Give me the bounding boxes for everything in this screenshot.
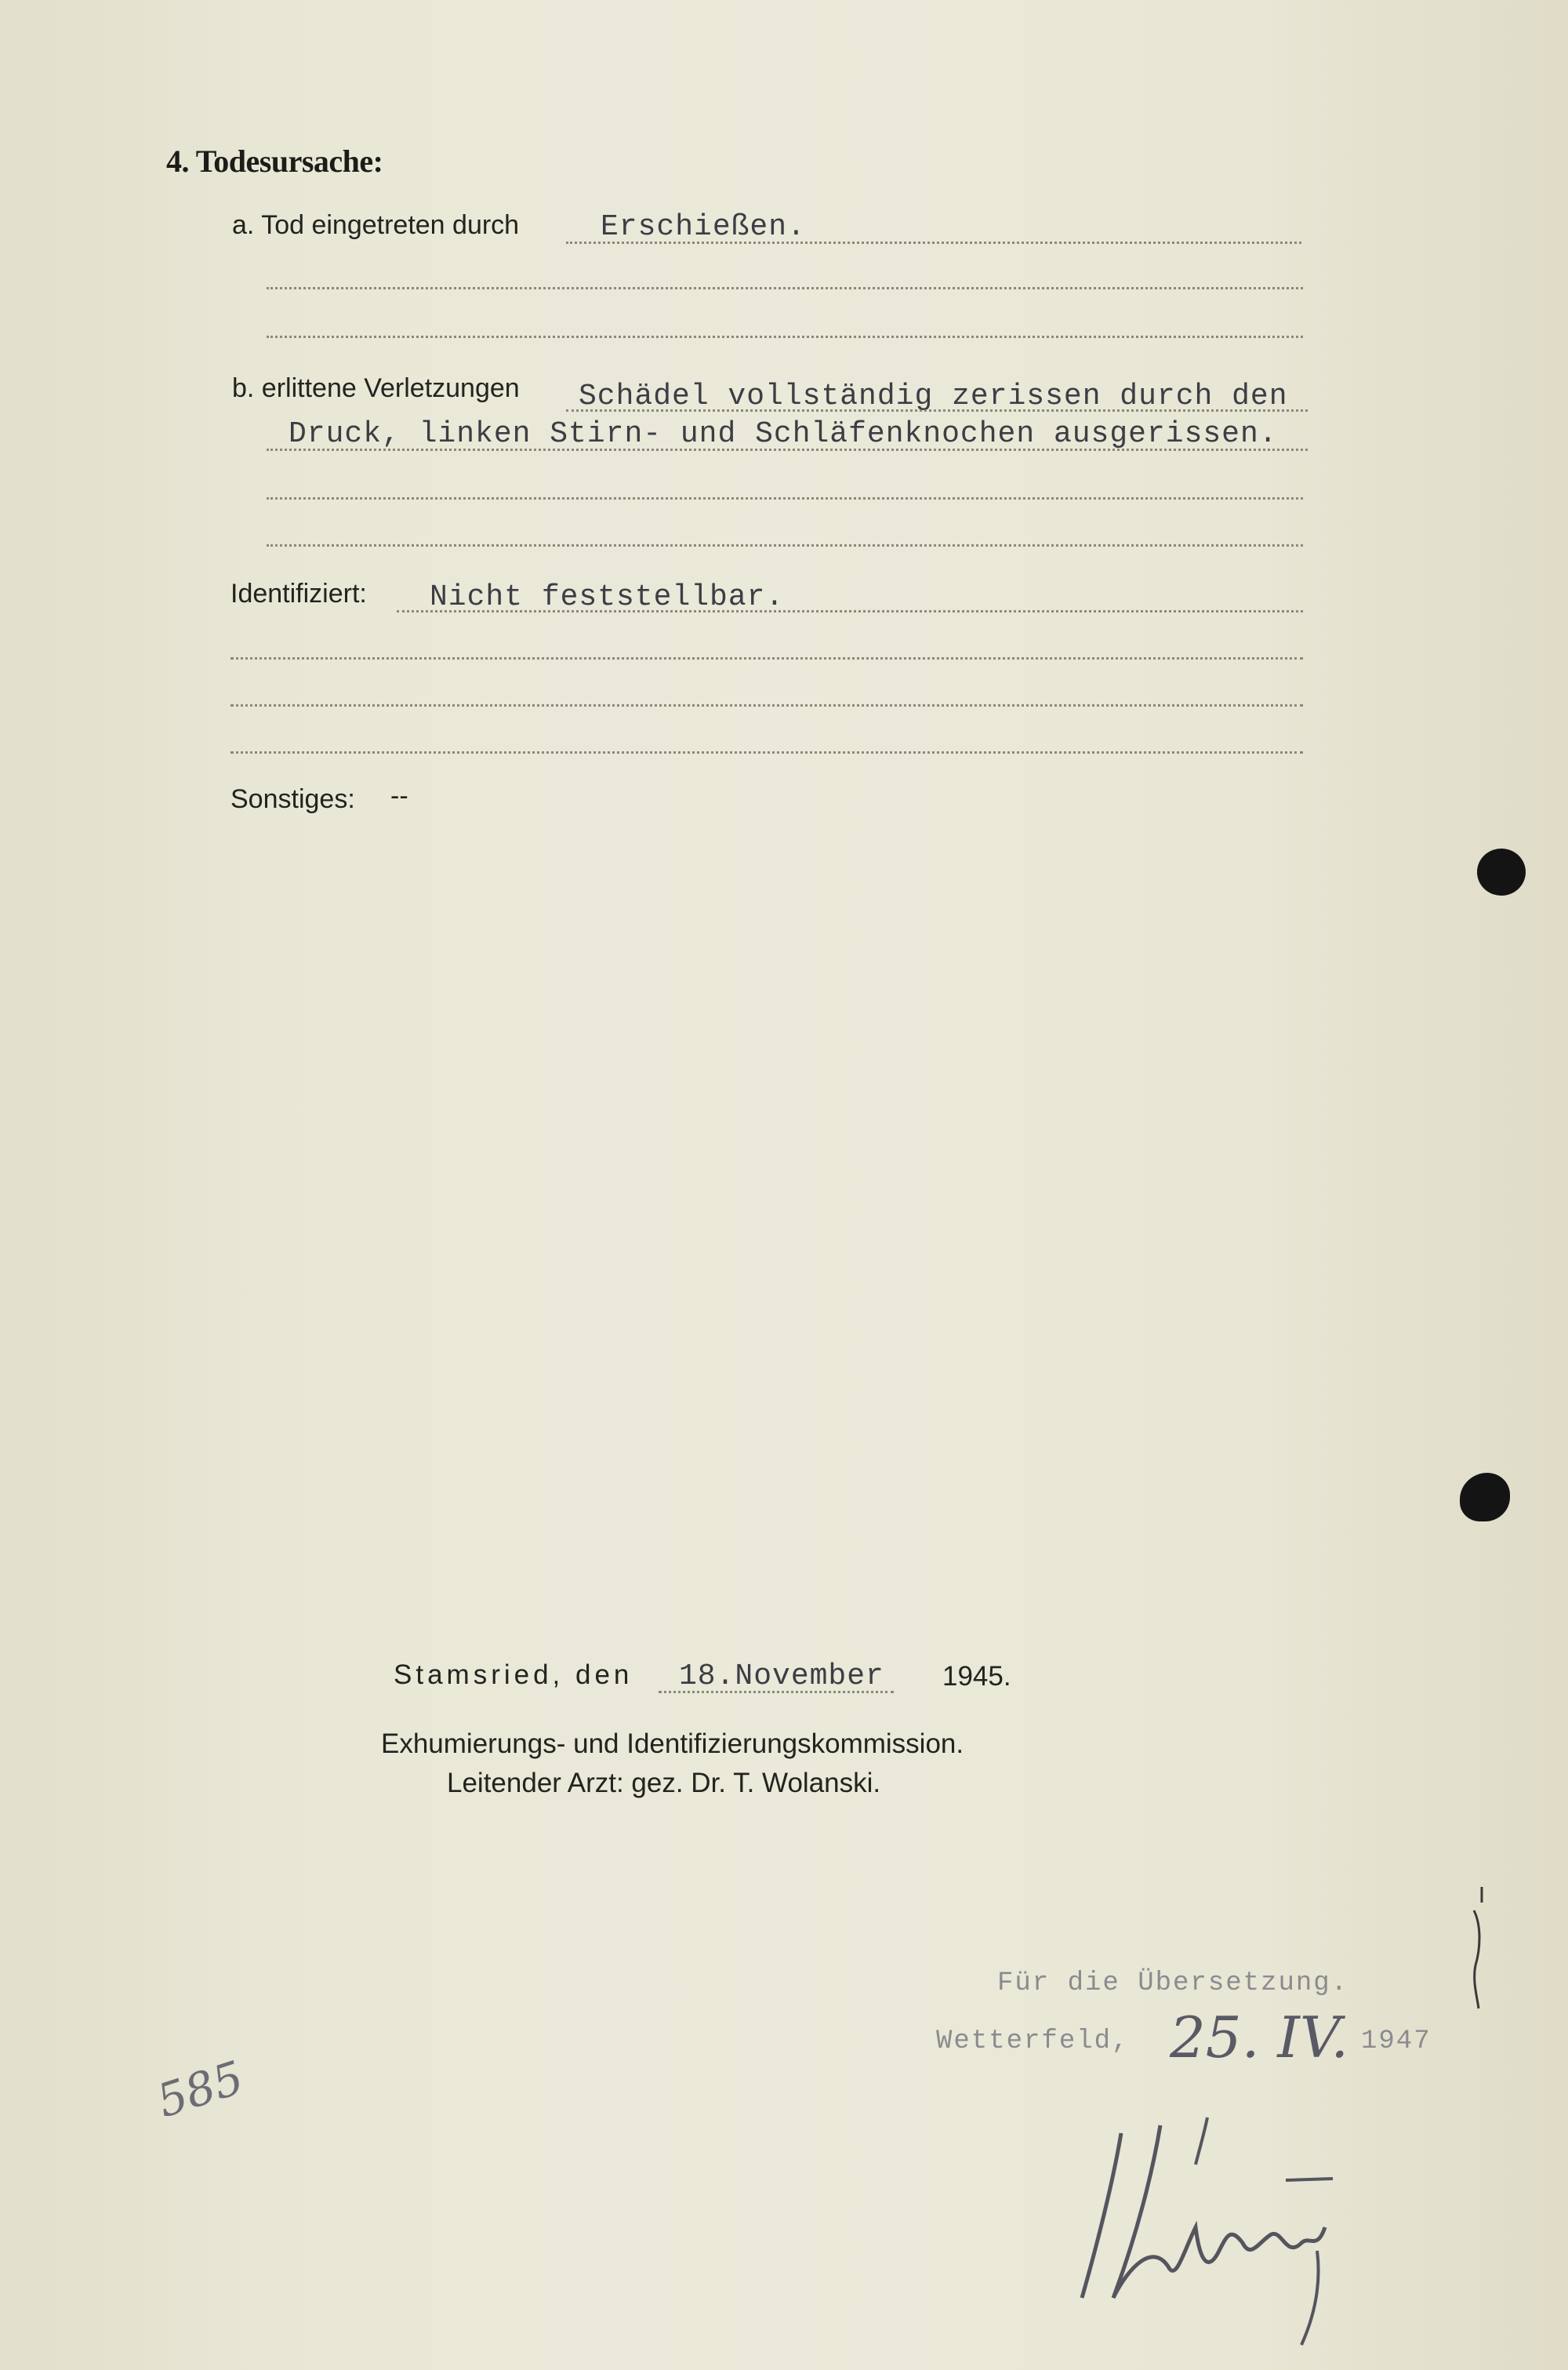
ink-blot (1460, 1473, 1510, 1521)
handwritten-signature (1051, 2110, 1364, 2361)
injuries-dotted-line (566, 409, 1308, 412)
cause-value: Erschießen. (601, 210, 806, 244)
blank-dotted-line (267, 544, 1303, 547)
injuries-dotted-line (267, 449, 1308, 451)
doctor-signature-line: Leitender Arzt: gez. Dr. T. Wolanski. (447, 1768, 881, 1798)
certification-line: Für die Übersetzung. (997, 1968, 1349, 1998)
misc-label: Sonstiges: (230, 784, 355, 814)
blank-dotted-line (267, 497, 1303, 500)
blank-dotted-line (267, 336, 1303, 338)
certification-year: 1947 (1361, 2026, 1432, 2056)
blank-dotted-line (230, 657, 1303, 660)
blank-dotted-line (267, 287, 1303, 289)
injuries-label: b. erlittene Verletzungen (232, 373, 520, 403)
injuries-value-line2: Druck, linken Stirn- und Schläfenknochen ausgerissen. (289, 417, 1278, 451)
date-year: 1945. (942, 1661, 1011, 1692)
cause-label: a. Tod eingetreten durch (232, 210, 520, 240)
cause-dotted-line (566, 242, 1301, 244)
section-heading: 4. Todesursache: (166, 144, 383, 179)
date-value: 18.November (679, 1659, 884, 1693)
commission-name: Exhumierungs- und Identifizierungskommission. (381, 1728, 964, 1759)
certification-date-handwritten: 25. IV. (1170, 2005, 1349, 2070)
identified-dotted-line (397, 610, 1303, 612)
certification-place: Wetterfeld, (936, 2026, 1130, 2056)
misc-value: -- (390, 781, 408, 811)
blank-dotted-line (230, 751, 1303, 754)
blank-dotted-line (230, 704, 1303, 707)
margin-bracket-mark (1458, 1879, 1497, 2012)
place-label: Stamsried, den (394, 1659, 633, 1690)
injuries-value-line1: Schädel vollständig zerissen durch den (579, 380, 1288, 413)
margin-note: 585 (151, 2050, 250, 2128)
ink-blot (1477, 849, 1526, 896)
identified-label: Identifiziert: (230, 579, 367, 609)
date-dotted-line (659, 1691, 894, 1693)
identified-value: Nicht feststellbar. (430, 580, 785, 614)
